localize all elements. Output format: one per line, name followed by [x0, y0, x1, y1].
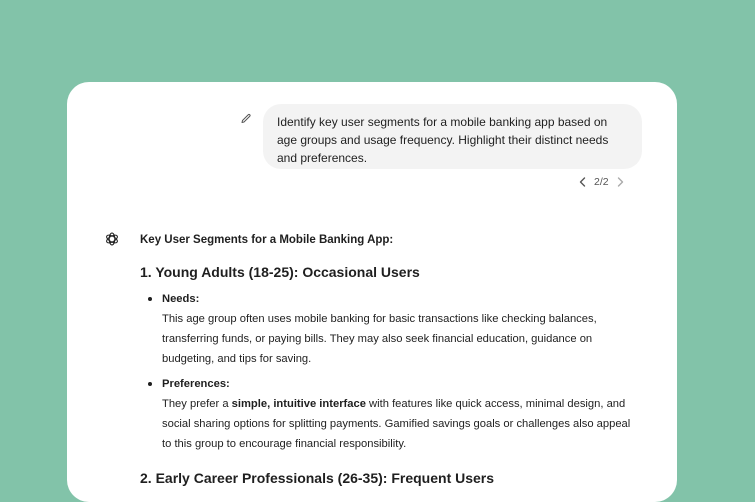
chat-panel: [67, 82, 677, 502]
pencil-icon[interactable]: [239, 112, 253, 126]
bullet-dot: [148, 382, 152, 386]
response-pager: [577, 175, 626, 189]
bullet-text-after: with features like quick access, minimal design, and social sharing options for splitting payments. Gamified savings goals or challenges also appeal to this group to encourage financial responsibility.: [162, 398, 631, 450]
section-heading: 1. Young Adults (18-25): Occasional Users: [140, 264, 420, 280]
bullet-dot: [148, 297, 152, 301]
bullet-label: Preferences:: [162, 378, 230, 390]
bullet-text-bold: simple, intuitive interface: [231, 398, 366, 410]
bullet-label: Needs:: [162, 293, 200, 305]
bullet-text: This age group often uses mobile banking for basic transactions like checking balances, transferring funds, or paying bills. They may also seek financial education, guidance on budgeting, and tips for saving.: [162, 313, 597, 365]
user-message-text: Identify key user segments for a mobile banking app based on age groups and usage frequency. Highlight their distinct needs and preferences.: [277, 115, 609, 165]
chevron-left-icon[interactable]: [577, 175, 587, 189]
user-message-bubble: [263, 104, 642, 169]
assistant-response: [140, 232, 645, 486]
chevron-right-icon[interactable]: [616, 175, 626, 189]
pager-label: 2/2: [594, 176, 609, 188]
bullet-text-before: They prefer a: [162, 398, 232, 410]
section-heading: 2. Early Career Professionals (26-35): Frequent Users: [140, 470, 495, 486]
list-item: [162, 374, 642, 454]
list-item: [162, 289, 642, 369]
response-intro: Key User Segments for a Mobile Banking App:: [140, 234, 394, 246]
assistant-logo-icon: [104, 231, 120, 247]
